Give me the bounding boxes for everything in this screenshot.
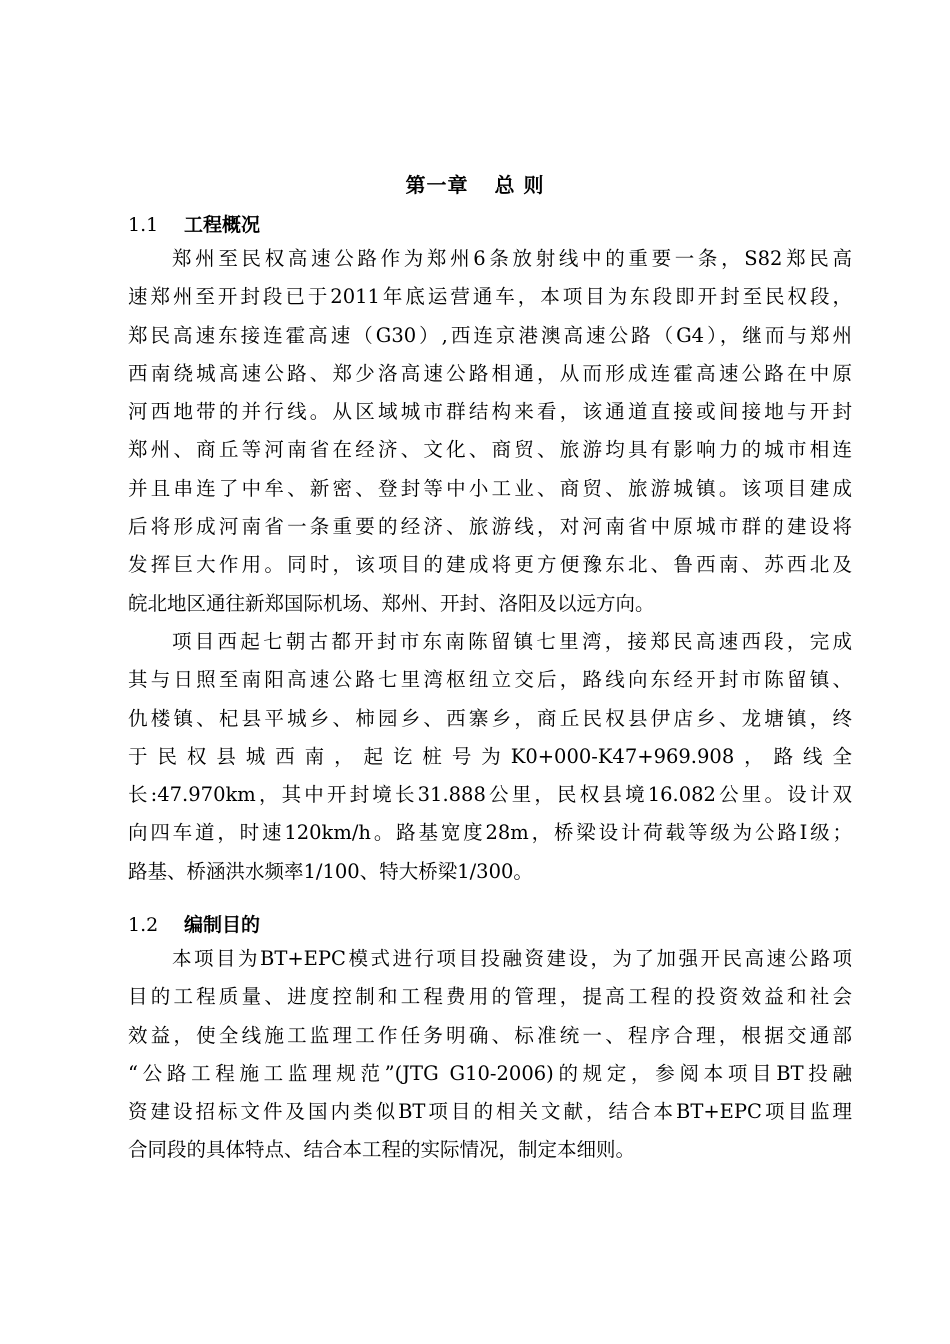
paragraph xyxy=(128,623,852,891)
text-line: 项目西起七朝古都开封市东南陈留镇七里湾，接郑民高速西段，完成 xyxy=(172,629,852,653)
section-heading xyxy=(128,210,852,240)
text-line: 发挥巨大作用。同时，该项目的建成将更方便豫东北、鲁西南、苏西北及 xyxy=(128,553,852,577)
text-line: “公路工程施工监理规范”(JTG G10-2006)的规定，参阅本项目BT投融 xyxy=(128,1061,852,1085)
text-line: 郑民高速东接连霍高速（G30）,西连京港澳高速公路（G4），继而与郑州 xyxy=(128,323,852,347)
text-line: 仇楼镇、杞县平城乡、柿园乡、西寨乡，商丘民权县伊店乡、龙塘镇，终 xyxy=(128,706,852,730)
text-line: 皖北地区通往新郑国际机场、郑州、开封、洛阳及以远方向。 xyxy=(128,591,655,615)
section-title: 工程概况 xyxy=(184,214,261,236)
chapter-number: 第一章 xyxy=(405,173,469,197)
text-line: 郑州、商丘等河南省在经济、文化、商贸、旅游均具有影响力的城市相连 xyxy=(128,438,852,462)
text-line: 资建设招标文件及国内类似BT项目的相关文献，结合本BT+EPC项目监理 xyxy=(128,1100,852,1124)
text-line: 西南绕城高速公路、郑少洛高速公路相通，从而形成连霍高速公路在中原 xyxy=(128,361,852,385)
paragraph xyxy=(128,940,852,1170)
section-project-overview xyxy=(128,210,852,891)
text-line: 后将形成河南省一条重要的经济、旅游线，对河南省中原城市群的建设将 xyxy=(128,515,852,539)
text-line: 并且串连了中牟、新密、登封等中小工业、商贸、旅游城镇。该项目建成 xyxy=(128,476,852,500)
section-number: 1.2 xyxy=(128,914,159,936)
text-line: 其与日照至南阳高速公路七里湾枢纽立交后，路线向东经开封市陈留镇、 xyxy=(128,668,852,692)
section-title: 编制目的 xyxy=(184,914,261,936)
text-line: 目的工程质量、进度控制和工程费用的管理，提高工程的投资效益和社会 xyxy=(128,985,852,1009)
text-line: 郑州至民权高速公路作为郑州6条放射线中的重要一条，S82郑民高 xyxy=(172,247,852,270)
chapter-title xyxy=(0,170,950,200)
text-line: 于民权县城西南，起讫桩号为K0+000-K47+969.908，路线全 xyxy=(128,744,852,768)
section-number: 1.1 xyxy=(128,214,159,236)
text-line: 路基、桥涵洪水频率1/100、特大桥梁1/300。 xyxy=(128,859,533,883)
text-line: 合同段的具体特点、结合本工程的实际情况，制定本细则。 xyxy=(128,1138,636,1162)
section-compilation-purpose xyxy=(128,910,852,1170)
text-line: 本项目为BT+EPC模式进行项目投融资建设，为了加强开民高速公路项 xyxy=(172,947,852,970)
text-line: 速郑州至开封段已于2011年底运营通车，本项目为东段即开封至民权段， xyxy=(128,285,852,309)
text-line: 河西地带的并行线。从区域城市群结构来看，该通道直接或间接地与开封 xyxy=(128,400,852,424)
text-line: 效益，使全线施工监理工作任务明确、标准统一、程序合理，根据交通部 xyxy=(128,1023,852,1047)
text-line: 长:47.970km，其中开封境长31.888公里，民权县境16.082公里。设计双 xyxy=(128,783,852,807)
section-heading xyxy=(128,910,852,940)
chapter-name: 总 则 xyxy=(494,173,545,197)
paragraph xyxy=(128,240,852,623)
text-line: 向四车道，时速120km/h。路基宽度28m，桥梁设计荷载等级为公路Ⅰ级； xyxy=(128,821,852,845)
